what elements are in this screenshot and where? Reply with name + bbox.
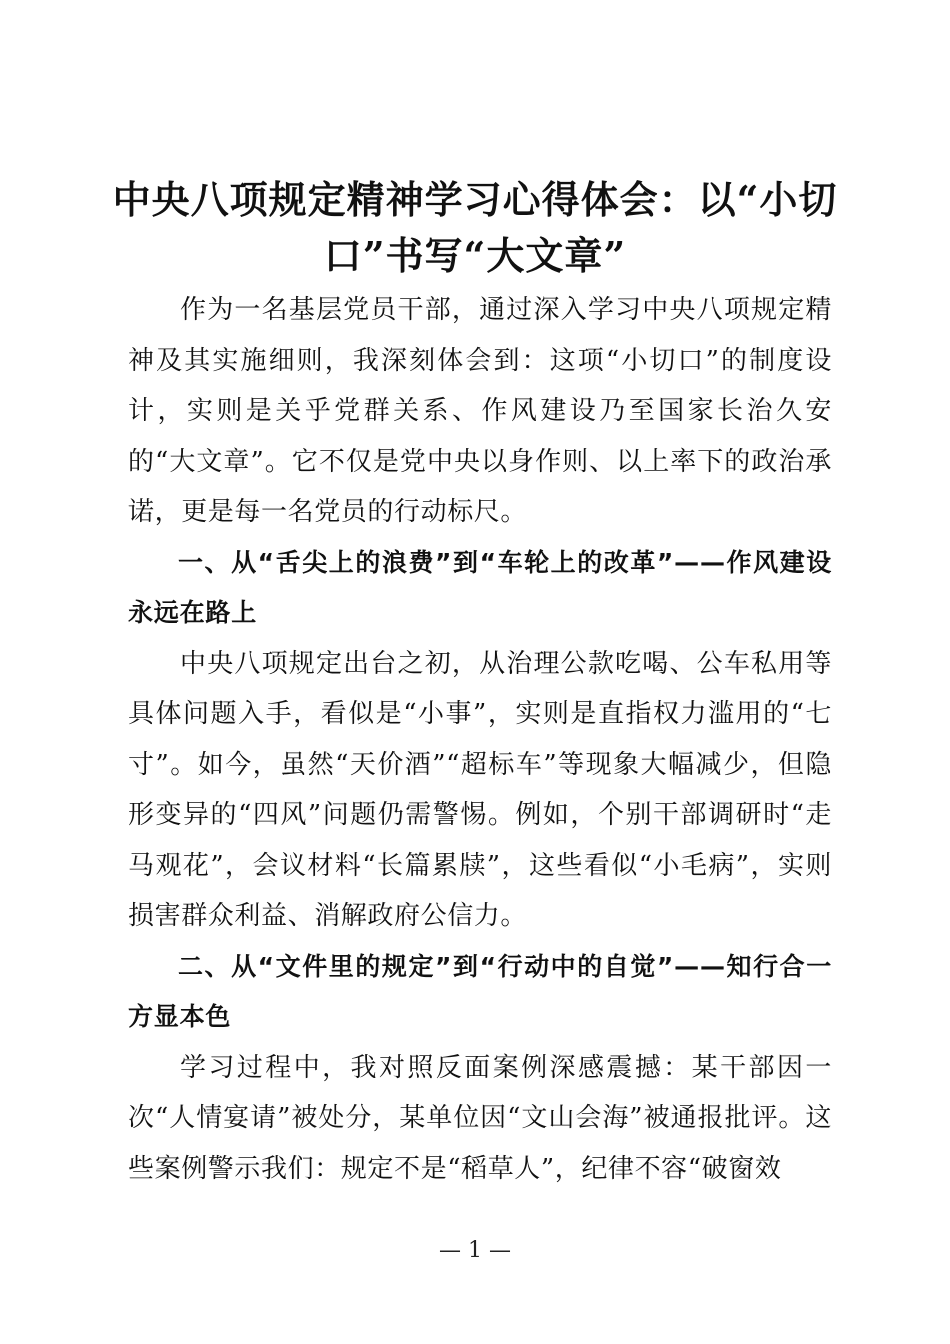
- section-heading-1: 一、从“舌尖上的浪费”到“车轮上的改革”——作风建设永远在路上: [128, 547, 832, 627]
- title-line-1: 中央八项规定精神学习心得体会：以“小切: [112, 177, 838, 222]
- title-line-2: 口”书写“大文章”: [323, 233, 627, 278]
- section-1-paragraph: 中央八项规定出台之初，从治理公款吃喝、公车私用等具体问题入手，看似是“小事”，实则是直指权力滥用的“七寸”。如今，虽然“天价酒”“超标车”等现象大幅减少，但隐形变异的“四风”问题仍需警惕。例如，个别干部调研时“走马观花”，会议材料“长篇累牍”，这些看似“小毛病”，实则损害群众利益、消解政府公信力。: [128, 648, 832, 931]
- section-2-paragraph: 学习过程中，我对照反面案例深感震撼：某干部因一次“人情宴请”被处分，某单位因“文山会海”被通报批评。这些案例警示我们：规定不是“稻草人”，纪律不容“破窗效: [128, 1052, 832, 1184]
- page-number: — 1 —: [439, 1238, 511, 1263]
- section-heading-2: 二、从“文件里的规定”到“行动中的自觉”——知行合一方显本色: [128, 951, 832, 1031]
- intro-paragraph: 作为一名基层党员干部，通过深入学习中央八项规定精神及其实施细则，我深刻体会到：这项“小切口”的制度设计，实则是关乎党群关系、作风建设乃至国家长治久安的“大文章”。它不仅是党中央以身作则、以上率下的政治承诺，更是每一名党员的行动标尺。: [128, 295, 832, 527]
- document-title: [100, 172, 850, 284]
- document-body: [128, 285, 832, 1194]
